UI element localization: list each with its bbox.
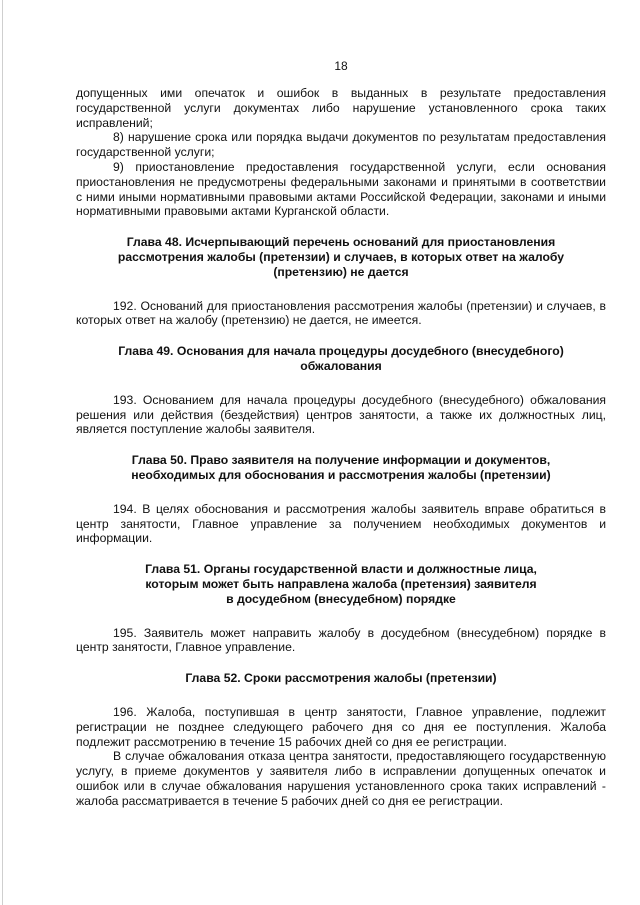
chapter-50-heading: Глава 50. Право заявителя на получение информации и документов, необходимых для обоснования и рассмотрения жалобы (претензии) [131,453,551,482]
paragraph-196-continued: В случае обжалования отказа центра занятости, предоставляющего государственную услугу, в приеме документов у заявителя либо в исправлении допущенных опечаток и ошибок или в случае обжалования нарушения установленного срока таких исправлений - жалоба рассматривается в течение 5 рабочих дней со дня ее регистрации. [76,749,606,808]
paragraph-195: 195. Заявитель может направить жалобу в досудебном (внесудебном) порядке в центр занятости, Главное управление. [76,625,606,655]
paragraph-192: 192. Оснований для приостановления рассмотрения жалобы (претензии) и случаев, в которых ответ на жалобу (претензию) не дается, не имеется. [76,298,606,328]
chapter-49-heading: Глава 49. Основания для начала процедуры досудебного (внесудебного) обжалования [118,344,564,373]
document-body [76,86,606,808]
paragraph-194: 194. В целях обоснования и рассмотрения жалобы заявитель вправе обратиться в центр занятости, Главное управление за получением необходимых документов и информации. [76,501,606,546]
paragraph-continuation: допущенных ими опечаток и ошибок в выданных в результате предоставления государственной услуги документах либо нарушение установленного срока таких исправлений; [76,86,606,130]
chapter-48-heading: Глава 48. Исчерпывающий перечень оснований для приостановления рассмотрения жалобы (претензии) и случаев, в которых ответ на жалобу (претензию) не дается [117,235,565,279]
chapter-51-heading: Глава 51. Органы государственной власти и должностные лица, которым может быть направлена жалоба (претензия) заявителя в досудебном (внесудебном) порядке [145,562,537,606]
page-number: 18 [334,59,348,73]
scan-edge-line [2,0,3,905]
paragraph-196: 196. Жалоба, поступившая в центр занятости, Главное управление, подлежит регистрации не позднее следующего рабочего дня со дня ее поступления. Жалоба подлежит рассмотрению в течение 15 рабочих дней со дня ее регистрации. [76,704,606,749]
paragraph-item-9: 9) приостановление предоставления государственной услуги, если основания приостановления не предусмотрены федеральными законами и принятыми в соответствии с ними иными нормативными правовыми актами Российской Федерации, законами и иными нормативными правовыми актами Курганской области. [76,159,606,219]
paragraph-193: 193. Основанием для начала процедуры досудебного (внесудебного) обжалования решения или действия (бездействия) центров занятости, а также их должностных лиц, является поступление жалобы заявителя. [76,392,606,437]
chapter-52-heading: Глава 52. Сроки рассмотрения жалобы (претензии) [185,671,497,686]
paragraph-item-8: 8) нарушение срока или порядка выдачи документов по результатам предоставления государственной услуги; [76,130,606,160]
